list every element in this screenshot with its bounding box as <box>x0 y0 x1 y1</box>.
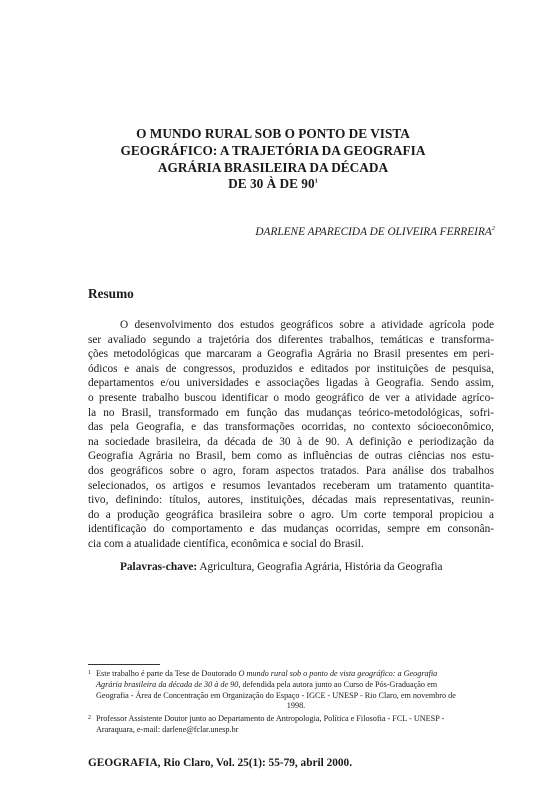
abstract-line: selecionados, os artigos e resumos levantados receberam um tratamento quantita- <box>88 479 494 492</box>
keywords-label: Palavras-chave: <box>120 561 198 573</box>
title-line-text: DE 30 À DE 90 <box>228 176 315 192</box>
author-footnote-mark: 2 <box>491 225 495 233</box>
footnote-line: Geografia - Área de Concentração em Organização do Espaço - IGCE - UNESP - Rio Claro, em novembro de <box>96 690 456 700</box>
footnote-thesis-title: O mundo rural sob o ponto de vista geográfico: a Geografia <box>238 669 438 678</box>
abstract-line: ser avaliado segundo a trajetória dos diferentes trabalhos, temáticas e transforma- <box>88 333 494 346</box>
footnote-text: defendida pela autora junto ao Curso de Pós-Graduação em <box>240 679 438 689</box>
abstract-line: tivo, definindo: títulos, autores, instituições, décadas mais representativas, reunin- <box>88 494 494 507</box>
abstract-line: na sociedade brasileira, da década de 30 à de 90. A definição e periodização da <box>88 435 494 448</box>
footnote-mark: 2 <box>88 715 91 722</box>
footnotes <box>88 669 496 738</box>
abstract-line: departamentos e/ou universidades e associações ligadas à Geografia. Sendo assim, <box>88 377 494 390</box>
footnote-line: 1998. <box>286 701 306 711</box>
footnote-line: Professor Assistente Doutor junto ao Departamento de Antropologia, Política e Filosofia - FCL - UNESP - <box>96 714 445 724</box>
footnote-thesis-title-cont: Agrária brasileira da década de 30 à de 90, <box>96 679 241 689</box>
title-line <box>88 176 458 193</box>
footnote-mark: 1 <box>88 670 91 676</box>
article-title <box>88 126 458 193</box>
footnote-2 <box>88 714 496 736</box>
footnote-line <box>96 669 496 680</box>
title-line: O MUNDO RURAL SOB O PONTO DE VISTA <box>136 126 410 141</box>
title-line: AGRÁRIA BRASILEIRA DA DÉCADA <box>157 159 389 175</box>
abstract-heading: Resumo <box>88 286 134 301</box>
abstract-line: dos geográficos sobre o agro, foram aspectos tratados. Para análise dos trabalhos <box>88 464 494 477</box>
abstract-line: identificação do comportamento e das mudanças ocorridas, sempre em consonân- <box>88 523 494 536</box>
abstract-line: ódicos e anais de congressos, produzidos e editados por instituições de pesquisa, <box>88 362 494 375</box>
footnote-line: Araraquara, e-mail: darlene@fclar.unesp.br <box>96 724 239 734</box>
journal-citation-footer: GEOGRAFIA, Rio Claro, Vol. 25(1): 55-79, abril 2000. <box>88 757 353 769</box>
footnote-line <box>96 680 496 691</box>
title-footnote-mark: 1 <box>314 177 318 185</box>
footnote-1 <box>88 669 496 712</box>
author-name: DARLENE APARECIDA DE OLIVEIRA FERREIRA <box>255 226 492 238</box>
footnote-text: Este trabalho é parte da Tese de Doutorado <box>96 669 239 678</box>
abstract-line: o presente trabalho buscou identificar o modo geográfico de ver a atividade agríco- <box>88 391 494 404</box>
footnote-divider <box>88 664 160 665</box>
abstract-line: O desenvolvimento dos estudos geográficos sobre a atividade agrícola pode <box>120 319 494 331</box>
abstract-line: cia com a atualidade científica, econômica e social do Brasil. <box>88 537 364 550</box>
title-line: GEOGRÁFICO: A TRAJETÓRIA DA GEOGRAFIA <box>120 142 426 158</box>
keywords <box>120 561 442 573</box>
abstract-body <box>88 318 494 552</box>
keywords-list: Agricultura, Geografia Agrária, História da Geografia <box>199 561 443 573</box>
abstract-line: ções metodológicas que marcaram a Geografia Agrária no Brasil presentes em peri- <box>88 348 494 361</box>
abstract-line: Geografia Agrária no Brasil, bem como as influências de outras ciências nos estu- <box>88 450 494 463</box>
author-line <box>255 226 495 238</box>
abstract-line: la no Brasil, transformado em função das mudanças teórico-metodológicas, sofri- <box>88 406 494 419</box>
abstract-line: das pela Geografia, e das transformações ocorridas, no contexto sócioeconômico, <box>88 421 494 434</box>
abstract-line: do a produção geográfica brasileira sobre o agro. Um corte temporal propiciou a <box>88 508 494 521</box>
